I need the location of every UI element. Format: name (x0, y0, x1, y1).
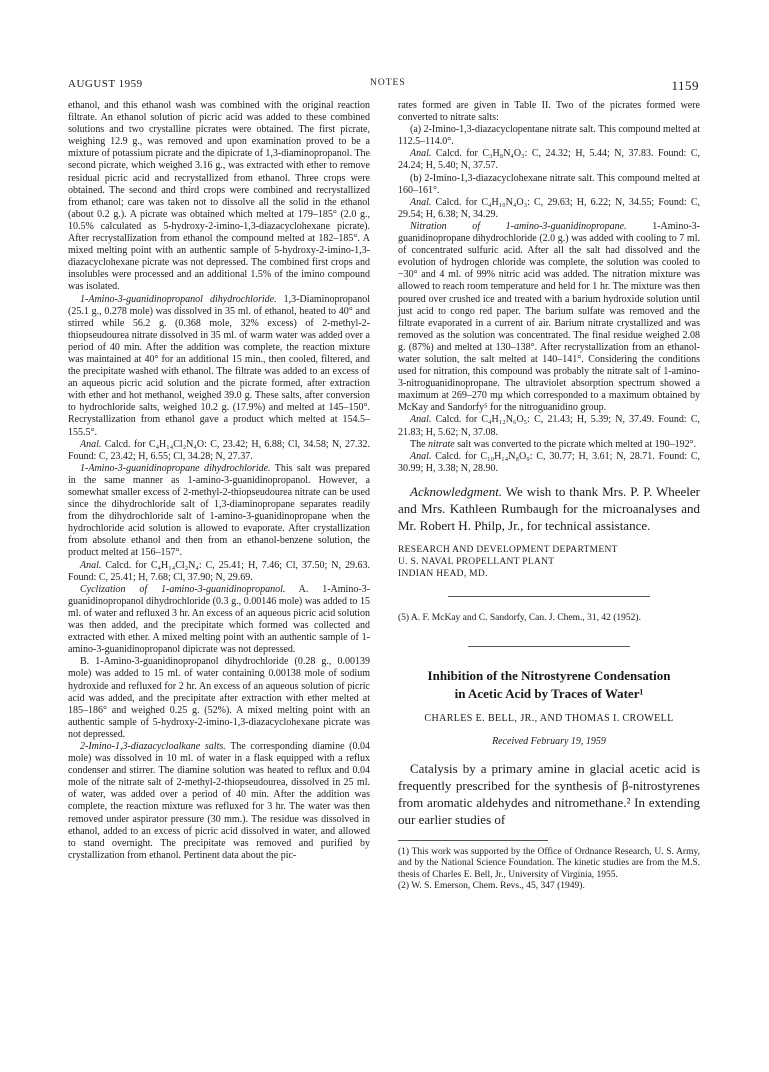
paragraph: Anal. Calcd. for C₄H₁₀N₄O₃: C, 29.63; H, 6.22; N, 34.55; Found: C, 29.54; H, 6.38; N, 34.29. (398, 196, 700, 220)
running-header-section: NOTES (370, 78, 406, 88)
paragraph: Anal. Calcd. for C₄H₁₄Cl₂N₄O: C, 23.42; H, 6.88; Cl, 34.58; N, 27.32. Found: C, 23.42; H, 6.55; Cl, 34.28; N, 27.37. (68, 438, 370, 462)
affiliation-address: RESEARCH AND DEVELOPMENT DEPARTMENT U. S. NAVAL PROPELLANT PLANT INDIAN HEAD, MD. (398, 544, 618, 579)
received-date: Received February 19, 1959 (492, 735, 606, 747)
paragraph: 1-Amino-3-guanidinopropane dihydrochloride. This salt was prepared in the same manner as 1-amino-3-guanidinopropanol. However, a somewhat smaller excess of 2-methyl-2-thiopseudourea nitrate can be used since the dihydrochloride salt of 1,3-diaminopropane separates readily from the dihydrochloride salt of 1-amino-3-guanidinopropane when the hydrochloride acid solution is allowed to evaporate. After crystallization from absolute ethanol and then from an ethanol-benzene solution, the product melted at 156–157°. (68, 462, 370, 559)
paragraph: (b) 2-Imino-1,3-diazacyclohexane nitrate salt. This compound melted at 160–161°. (398, 172, 700, 196)
intro-paragraph: Catalysis by a primary amine in glacial acetic acid is frequently prescribed for the synthesis of β-nitrostyrenes from aromatic aldehydes and nitromethane.² In extending our earlier studies of (398, 760, 700, 827)
paragraph: (a) 2-Imino-1,3-diazacyclopentane nitrate salt. This compound melted at 112.5–114.0°. (398, 124, 700, 148)
left-column (68, 100, 370, 862)
footnote-rule (398, 840, 548, 841)
acknowledgment: Acknowledgment. We wish to thank Mrs. P. P. Wheeler and Mrs. Kathleen Rumbaugh for the microanalyses and Mr. Robert H. Philp, Jr., for technical assistance. (398, 483, 700, 533)
paragraph: Anal. Calcd. for C₃H₈N₄O₃: C, 24.32; H, 5.44; N, 37.83. Found: C, 24.24; H, 5.40; N, 37.57. (398, 148, 700, 172)
footnote: (1) This work was supported by the Office of Ordnance Research, U. S. Army, and by the National Science Foundation. The kinetic studies are from the M.S. thesis of Charles E. Bell, Jr., University of Virginia, 1955. (398, 846, 700, 880)
authors: CHARLES E. BELL, JR., AND THOMAS I. CROWELL (424, 713, 674, 725)
paragraph: 2-Imino-1,3-diazacycloalkane salts. The corresponding diamine (0.04 mole) was dissolved in 10 ml. of water in a flask equipped with a reflux condenser and stirrer. The diamine solution was heated to reflux and 0.04 mole of the nitrate salt of 2-methyl-2-thiopseudourea, dissolved in 25 ml. of water, was added over a period of 40 min. After the addition was complete, the reaction mixture was refluxed for 3 hr. The water was then removed under aspirator pressure (30 mm.). The residue was dissolved in ethanol, added to an excess of picric acid dissolved in water, and allowed to stand overnight. The precipitate was removed and purified by crystallization from ethanol. Pertinent data about the pic- (68, 740, 370, 861)
page-number: 1159 (671, 78, 699, 93)
paragraph: Nitration of 1-amino-3-guanidinopropane. 1-Amino-3-guanidinopropane dihydrochloride (2.0 g.) was added with cooling to 7 ml. of concentrated sulfuric acid. After all the salt had dissolved and the evolution of hydrogen chloride was complete, the solution was cooled to −30° and 4 ml. of 99% nitric acid was added. The nitration mixture was allowed to reach room temperature and held for 1 hr. The mixture was then poured over crushed ice and treated with a barium hydroxide solution until just acid to congo red paper. The barium sulfate was removed and the filtrate evaporated in a current of air. Barium nitrate crystallized and was removed as the solution was concentrated. The final residue weighed 2.08 g. (87%) and melted at 130–138°. After recrystallization from an ethanol-water solution, the salt melted at 140–141°. Considering the conditions used for nitration, this compound was probably the nitrate salt of 1-amino-3-nitroguanidinopropane. The ultraviolet absorption spectrum showed a maximum at 269–270 mμ which corresponded to a maximum obtained by McKay and Sandorfy⁵ for the nitroguanidino group. (398, 220, 700, 414)
paragraph: Anal. Calcd. for C₁₀H₁₄N₈O₉: C, 30.77; H, 3.61; N, 28.71. Found: C, 30.99; H, 3.38; N, 28.90. (398, 450, 700, 474)
footnote: (2) W. S. Emerson, Chem. Revs., 45, 347 (1949). (398, 881, 585, 892)
paragraph: B. 1-Amino-3-guanidinopropanol dihydrochloride (0.28 g., 0.00139 mole) was added to 15 ml. of water containing 0.00138 mole of sodium hydroxide and refluxed for 2 hr. An excess of an aqueous solution of picric acid was added, and the precipitate after extraction with ether melted at 185–186° and weighed 0.25 g. (52%). A mixed melting point with an authentic sample of 5-hydroxy-2-imino-1,3-diazacyclohexane picrate was not depressed. (68, 656, 370, 740)
paragraph: 1-Amino-3-guanidinopropanol dihydrochloride. 1,3-Diaminopropanol (25.1 g., 0.278 mole) was dissolved in 35 ml. of ethanol, heated to 40° and stirred while 56.2 g. (0.368 mole, 32% excess) of 2-methyl-2-thiopseudourea nitrate dissolved in 35 ml. of warm water was added over a period of 40 min. After the addition was complete, the reaction mixture was maintained at 40° for an additional 15 min., then cooled, filtered, and the precipitate washed with ethanol. The filtrate was added to an excess of an aqueous picric acid solution and the picrate formed, after extraction with ether and hot methanol, weighed 39.0 g. These salts, after conversion to hydrochloride salts, weighed 10.2 g. (17.9%) and melted at 145–150°. Recrystallization from ethanol gave a product which melted at 154.5–155.5°. (68, 293, 370, 438)
paragraph: ethanol, and this ethanol wash was combined with the original reaction filtrate. An ethanol solution of picric acid was added to these combined solutions and two crystalline picrates were obtained. The first picrate, weighing 12.9 g., was removed and upon examination proved to be a mixture of potassium picrate and the dipicrate of 1,3-diaminopropanol. The second picrate, which weighed 3.16 g., was extracted with ether to remove residual picric acid and recrystallized from ethanol. Three crops were obtained. The second and third crops were combined and recrystallized from ethanol; care was taken not to dissolve all the solid in the ethanol (about 0.2 g.). A picrate was obtained which melted at 179–185° (2.0 g., 10.5% calculated as 5-hydroxy-2-imino-1,3-diazacyclohexane picrate). After recrystallization from ethanol the compound melted at 182–185°. A mixed melting point with an authentic sample of 5-hydroxy-2-imino-1,3-diazacyclohexane picrate was not depressed. The combined first crops and insolubles were processed and an additional 1.5% of the imino compound was isolated. (68, 100, 370, 293)
paragraph: rates formed are given in Table II. Two of the picrates formed were converted to nitrate salts: (398, 100, 700, 124)
right-column (398, 100, 700, 893)
paragraph: Anal. Calcd. for C₄H₁₄Cl₂N₄: C, 25.41; H, 7.46; Cl, 37.50; N, 29.63. Found: C, 25.41; H, 7.68; Cl, 37.90; N, 29.69. (68, 559, 370, 583)
reference: (5) A. F. McKay and C. Sandorfy, Can. J. Chem., 31, 42 (1952). (398, 612, 641, 623)
divider (448, 596, 650, 597)
paragraph: The nitrate salt was converted to the picrate which melted at 190–192°. (410, 438, 697, 450)
paragraph: Anal. Calcd. for C₄H₁₂N₆O₅: C, 21.43; H, 5.39; N, 37.49. Found: C, 21.83; H, 5.62; N, 37.08. (398, 414, 700, 438)
article-title: Inhibition of the Nitrostyrene Condensation in Acetic Acid by Traces of Water¹ (427, 668, 671, 702)
paragraph: Cyclization of 1-amino-3-guanidinopropanol. A. 1-Amino-3-guanidinopropanol dihydrochloride (0.3 g., 0.00146 mole) was added to 15 ml. of water and refluxed 3 hr. An excess of an aqueous picric acid solution was then added, and the precipitate which formed was collected and extracted with ether. A mixed melting point with an authentic sample of 1-amino-3-guanidinopropanol dipicrate was not depressed. (68, 583, 370, 656)
divider (468, 646, 630, 647)
running-header-date: AUGUST 1959 (68, 78, 143, 90)
